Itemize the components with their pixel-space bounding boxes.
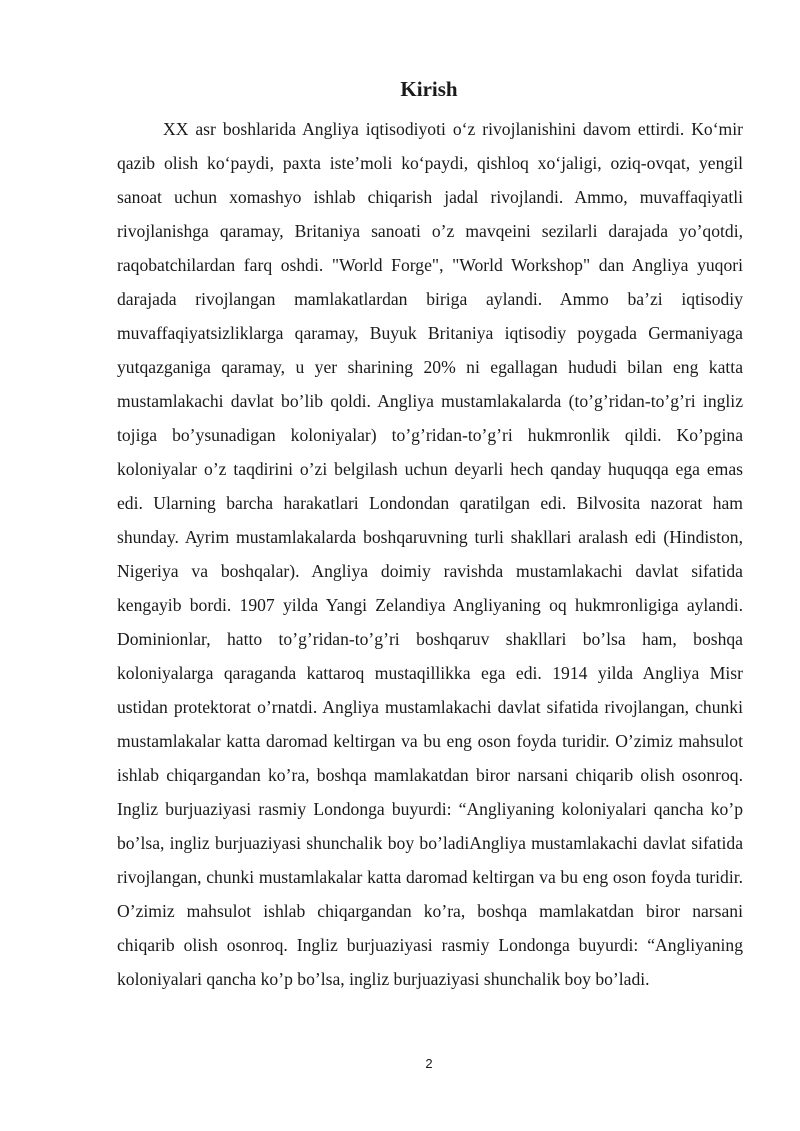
page-title: Kirish [400, 77, 458, 101]
body-paragraph: XX asr boshlarida Angliya iqtisodiyoti o‘z rivojlanishini davom ettirdi. Ko‘mir qazib olish ko‘paydi, paxta iste’moli ko‘paydi, qishloq xo‘jaligi, oziq-ovqat, yengil sanoat uchun xomashyo ishlab chiqarish jadal rivojlandi. Ammo, muvaffaqiyatli rivojlanishga qaramay, Britaniya sanoati o’z mavqeini sezilarli darajada yo’qotdi, raqobatchilardan farq oshdi. "World Forge", "World Workshop" dan Angliya yuqori darajada rivojlangan mamlakatlardan biriga aylandi. Ammo ba’zi iqtisodiy muvaffaqiyatsizliklarga qaramay, Buyuk Britaniya iqtisodiy poygada Germaniyaga yutqazganiga qaramay, u yer sharining 20% ni egallagan hududi bilan eng katta mustamlakachi davlat bo’lib qoldi. Angliya mustamlakalarda (to’g’ridan-to’g’ri ingliz tojiga bo’ysunadigan koloniyalar) to’g’ridan-to’g’ri hukmronlik qildi. Ko’pgina koloniyalar o’z taqdirini o’zi belgilash uchun deyarli hech qanday huquqqa ega emas edi. Ularning barcha harakatlari Londondan qaratilgan edi. Bilvosita nazorat ham shunday. Ayrim mustamlakalarda boshqaruvning turli shakllari aralash edi (Hindiston, Nigeriya va boshqalar). Angliya doimiy ravishda mustamlakachi davlat sifatida kengayib bordi. 1907 yilda Yangi Zelandiya Angliyaning oq hukmronligiga aylandi. Dominionlar, hatto to’g’ridan-to’g’ri boshqaruv shakllari bo’lsa ham, boshqa koloniyalarga qaraganda kattaroq mustaqillikka ega edi. 1914 yilda Angliya Misr ustidan protektorat o’rnatdi. Angliya mustamlakachi davlat sifatida rivojlangan, chunki mustamlakalar katta daromad keltirgan va bu eng oson foyda turidir. O’zimiz mahsulot ishlab chiqargandan ko’ra, boshqa mamlakatdan biror narsani chiqarib olish osonroq. Ingliz burjuaziyasi rasmiy Londonga buyurdi: “Angliyaning koloniyalari qancha ko’p bo’lsa, ingliz burjuaziyasi shunchalik boy bo’ladiAngliya mustamlakachi davlat sifatida rivojlangan, chunki mustamlakalar katta daromad keltirgan va bu eng oson foyda turidir. O’zimiz mahsulot ishlab chiqargandan ko’ra, boshqa mamlakatdan biror narsani chiqarib olish osonroq. Ingliz burjuaziyasi rasmiy Londonga buyurdi: “Angliyaning koloniyalari qancha ko’p bo’lsa, ingliz burjuaziyasi shunchalik boy bo’ladi. [117, 119, 743, 989]
page-number: 2 [425, 1056, 433, 1071]
